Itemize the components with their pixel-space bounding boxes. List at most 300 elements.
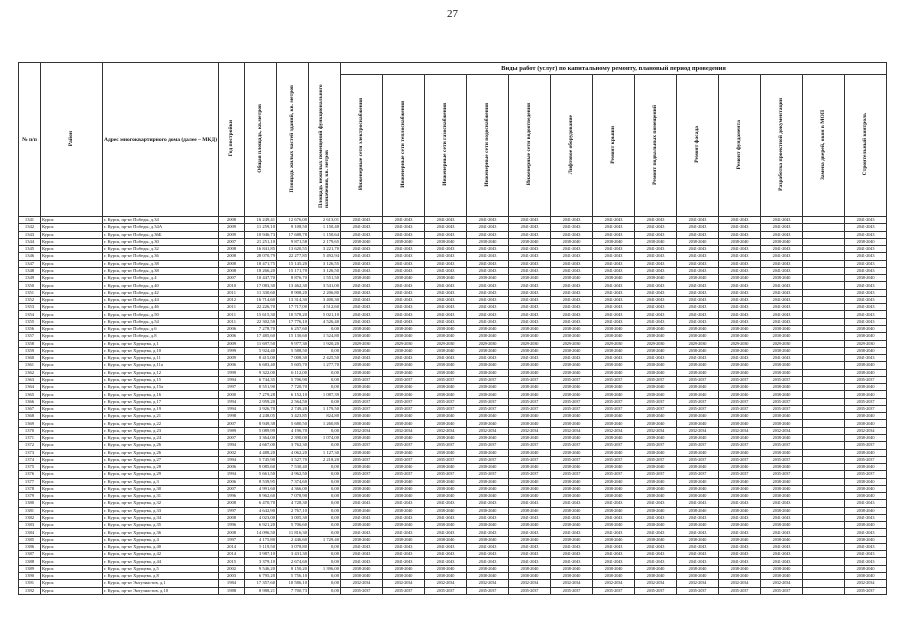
cell-period: 2029-2030 <box>635 340 677 347</box>
cell-district: Курск <box>41 238 103 245</box>
cell-period: 2041-2043 <box>677 246 719 253</box>
cell-period: 2038-2040 <box>509 413 551 420</box>
cell-period: 2038-2040 <box>845 485 887 492</box>
cell-period: 2038-2040 <box>551 420 593 427</box>
cell-period: 2035-2037 <box>551 471 593 478</box>
cell-area-nonresidential: 1 074,00 <box>309 434 341 441</box>
table-row <box>19 405 887 412</box>
cell-period: 2041-2043 <box>593 558 635 565</box>
cell-period: 2038-2040 <box>383 485 425 492</box>
cell-period: 2035-2037 <box>383 456 425 463</box>
cell-period <box>803 260 845 267</box>
cell-period: 2038-2040 <box>425 536 467 543</box>
cell-district: Курск <box>41 427 103 434</box>
cell-area-residential: 5 680,50 <box>277 420 309 427</box>
cell-period <box>803 478 845 485</box>
cell-period: 2038-2040 <box>677 464 719 471</box>
cell-period: 2041-2043 <box>551 296 593 303</box>
cell-address: г. Курск, пр-кт Хрущева, д.5 <box>103 565 219 572</box>
cell-period: 2041-2043 <box>551 529 593 536</box>
cell-area-nonresidential: 0,00 <box>309 478 341 485</box>
cell-period: 2041-2043 <box>509 558 551 565</box>
cell-year: 1994 <box>219 471 245 478</box>
cell-period: 2041-2043 <box>635 282 677 289</box>
cell-period: 2041-2043 <box>467 224 509 231</box>
cell-area-nonresidential: 0,00 <box>309 427 341 434</box>
cell-period: 2038-2040 <box>425 413 467 420</box>
cell-area-total: 6 921,20 <box>245 522 277 529</box>
cell-period: 2041-2043 <box>677 318 719 325</box>
cell-period: 2038-2040 <box>845 536 887 543</box>
table-row <box>19 296 887 303</box>
cell-period: 2041-2043 <box>719 217 761 224</box>
cell-period: 2041-2043 <box>677 551 719 558</box>
cell-period: 2041-2043 <box>719 231 761 238</box>
cell-area-total: 8 949,38 <box>245 420 277 427</box>
cell-area-residential: 10 578,20 <box>277 311 309 318</box>
table-row <box>19 464 887 471</box>
table-row <box>19 355 887 362</box>
cell-period: 2041-2043 <box>551 355 593 362</box>
cell-area-nonresidential: 1 179,50 <box>309 405 341 412</box>
cell-period: 2041-2043 <box>593 318 635 325</box>
cell-period: 2041-2043 <box>593 246 635 253</box>
cell-area-nonresidential: 0,00 <box>309 551 341 558</box>
cell-period: 2038-2040 <box>341 420 383 427</box>
cell-year: 2002 <box>219 449 245 456</box>
cell-period: 2038-2040 <box>467 493 509 500</box>
cell-period: 2038-2040 <box>593 413 635 420</box>
cell-period: 2041-2043 <box>383 253 425 260</box>
cell-address: г. Курск, пр-кт Хрущева, д.31 <box>103 493 219 500</box>
cell-period: 2035-2037 <box>761 456 803 463</box>
cell-period: 2038-2040 <box>719 238 761 245</box>
cell-period: 2035-2037 <box>425 456 467 463</box>
cell-period: 2035-2037 <box>635 471 677 478</box>
cell-period: 2038-2040 <box>467 478 509 485</box>
table-row <box>19 456 887 463</box>
cell-address: г. Курск, пр-кт Победы, д.36Б <box>103 231 219 238</box>
cell-address: г. Курск, пр-кт Победы, д.8 <box>103 333 219 340</box>
cell-year: 1994 <box>219 405 245 412</box>
cell-year: 2002 <box>219 565 245 572</box>
cell-period: 2038-2040 <box>677 391 719 398</box>
cell-period: 2041-2043 <box>551 224 593 231</box>
cell-period: 2038-2040 <box>509 362 551 369</box>
cell-area-nonresidential: 824,80 <box>309 413 341 420</box>
table-row <box>19 536 887 543</box>
cell-period: 2041-2043 <box>383 543 425 550</box>
cell-period <box>803 580 845 587</box>
cell-period: 2038-2040 <box>593 238 635 245</box>
cell-district: Курск <box>41 478 103 485</box>
cell-no: 1342 <box>19 224 41 231</box>
cell-period: 2038-2040 <box>761 420 803 427</box>
cell-period: 2035-2037 <box>635 442 677 449</box>
cell-period: 2041-2043 <box>509 267 551 274</box>
cell-area-total: 5 745,90 <box>245 456 277 463</box>
cell-area-total: 7 279,28 <box>245 391 277 398</box>
cell-address: г. Курск, пр-кт Хрущева, д.26 <box>103 442 219 449</box>
cell-period: 2041-2043 <box>551 514 593 521</box>
cell-year: 2008 <box>219 514 245 521</box>
cell-area-residential: 9 977,30 <box>277 340 309 347</box>
cell-period: 2032-2034 <box>719 580 761 587</box>
cell-area-nonresidential: 0,00 <box>309 471 341 478</box>
cell-period: 2038-2040 <box>845 478 887 485</box>
cell-period: 2041-2043 <box>509 551 551 558</box>
cell-period: 2038-2040 <box>383 413 425 420</box>
cell-no: 1385 <box>19 536 41 543</box>
cell-period: 2041-2043 <box>593 529 635 536</box>
cell-area-residential: 2 749,20 <box>277 405 309 412</box>
cell-area-nonresidential: 0,00 <box>309 587 341 594</box>
cell-period: 2038-2040 <box>551 449 593 456</box>
cell-year: 1994 <box>219 456 245 463</box>
cell-period: 2041-2043 <box>845 260 887 267</box>
cell-period: 2038-2040 <box>341 485 383 492</box>
cell-area-total: 9 085,60 <box>245 464 277 471</box>
cell-period: 2041-2043 <box>635 500 677 507</box>
table-row <box>19 413 887 420</box>
cell-area-residential: 4 196,70 <box>277 427 309 434</box>
cell-period: 2038-2040 <box>845 449 887 456</box>
cell-period: 2035-2037 <box>761 405 803 412</box>
cell-period: 2038-2040 <box>719 325 761 332</box>
header-work-6: Ремонт крыши <box>593 75 635 217</box>
cell-period: 2038-2040 <box>845 413 887 420</box>
cell-period: 2035-2037 <box>551 442 593 449</box>
cell-period <box>803 231 845 238</box>
cell-no: 1355 <box>19 318 41 325</box>
cell-no: 1351 <box>19 289 41 296</box>
cell-period: 2035-2037 <box>467 398 509 405</box>
cell-period: 2041-2043 <box>551 246 593 253</box>
cell-year: 2008 <box>219 500 245 507</box>
cell-period: 2038-2040 <box>341 478 383 485</box>
cell-no: 1377 <box>19 478 41 485</box>
cell-period: 2038-2040 <box>593 478 635 485</box>
cell-address: г. Курск, пр-кт Хрущева, д.28 <box>103 464 219 471</box>
cell-period: 2038-2040 <box>761 238 803 245</box>
cell-year: 2009 <box>219 355 245 362</box>
cell-no: 1369 <box>19 420 41 427</box>
table-row <box>19 282 887 289</box>
cell-period: 2041-2043 <box>761 246 803 253</box>
cell-no: 1391 <box>19 580 41 587</box>
cell-period: 2038-2040 <box>677 573 719 580</box>
cell-address: г. Курск, пр-кт Хрущева, д.24 <box>103 434 219 441</box>
cell-address: г. Курск, пр-кт Хрущева, д.4 <box>103 536 219 543</box>
cell-period: 2041-2043 <box>761 296 803 303</box>
cell-period: 2041-2043 <box>425 267 467 274</box>
cell-district: Курск <box>41 246 103 253</box>
cell-period: 2035-2037 <box>341 442 383 449</box>
cell-area-total: 6 795,20 <box>245 573 277 580</box>
cell-period: 2035-2037 <box>677 398 719 405</box>
cell-period: 2038-2040 <box>677 362 719 369</box>
cell-period: 2032-2034 <box>509 427 551 434</box>
cell-period: 2041-2043 <box>341 543 383 550</box>
cell-period <box>803 333 845 340</box>
cell-period: 2038-2040 <box>467 449 509 456</box>
cell-period <box>803 304 845 311</box>
cell-period: 2041-2043 <box>467 260 509 267</box>
cell-period: 2038-2040 <box>761 478 803 485</box>
cell-area-total: 11 330,60 <box>245 289 277 296</box>
cell-address: г. Курск, пр-кт Хрущева, д.21 <box>103 413 219 420</box>
header-work-4: Инженерные сети водоотведения <box>509 75 551 217</box>
header-work-12: Строительный контроль <box>845 75 887 217</box>
cell-area-total: 16 249,41 <box>245 217 277 224</box>
cell-period: 2038-2040 <box>467 391 509 398</box>
cell-period: 2032-2034 <box>761 580 803 587</box>
cell-period: 2041-2043 <box>467 231 509 238</box>
cell-period: 2029-2030 <box>761 340 803 347</box>
cell-area-residential: 22 277,85 <box>277 253 309 260</box>
cell-period: 2038-2040 <box>551 434 593 441</box>
cell-area-nonresidential: 2 179,65 <box>309 238 341 245</box>
cell-address: г. Курск, пр-кт Хрущева, д.12 <box>103 369 219 376</box>
cell-period: 2041-2043 <box>509 529 551 536</box>
cell-period: 2041-2043 <box>383 224 425 231</box>
cell-period: 2035-2037 <box>719 442 761 449</box>
cell-no: 1387 <box>19 551 41 558</box>
cell-period: 2038-2040 <box>551 464 593 471</box>
cell-period: 2038-2040 <box>509 536 551 543</box>
cell-period: 2038-2040 <box>761 573 803 580</box>
cell-period <box>803 587 845 594</box>
cell-period: 2041-2043 <box>341 224 383 231</box>
cell-period: 2035-2037 <box>719 376 761 383</box>
cell-period: 2029-2030 <box>719 340 761 347</box>
cell-period: 2041-2043 <box>383 296 425 303</box>
cell-period: 2038-2040 <box>677 325 719 332</box>
cell-period: 2041-2043 <box>677 296 719 303</box>
cell-period <box>803 536 845 543</box>
cell-period: 2038-2040 <box>341 275 383 282</box>
cell-period: 2038-2040 <box>635 325 677 332</box>
cell-period: 2035-2037 <box>383 398 425 405</box>
cell-period: 2032-2034 <box>551 427 593 434</box>
cell-period: 2035-2037 <box>425 376 467 383</box>
cell-period: 2038-2040 <box>341 449 383 456</box>
cell-district: Курск <box>41 325 103 332</box>
table-row <box>19 224 887 231</box>
cell-period: 2038-2040 <box>677 384 719 391</box>
cell-year: 1996 <box>219 493 245 500</box>
cell-area-nonresidential: 1 729,40 <box>309 536 341 543</box>
cell-period: 2038-2040 <box>425 369 467 376</box>
cell-district: Курск <box>41 267 103 274</box>
cell-address: г. Курск, пр-кт Энтузиастов, д.10 <box>103 587 219 594</box>
cell-year: 1996 <box>219 522 245 529</box>
table-row <box>19 551 887 558</box>
cell-period: 2041-2043 <box>845 267 887 274</box>
cell-area-nonresidential: 2 206,80 <box>309 289 341 296</box>
cell-period: 2041-2043 <box>593 217 635 224</box>
cell-area-residential: 10 586,10 <box>277 580 309 587</box>
table-row <box>19 325 887 332</box>
cell-area-nonresidential: 1 087,39 <box>309 391 341 398</box>
cell-period: 2041-2043 <box>383 529 425 536</box>
cell-period: 2041-2043 <box>551 558 593 565</box>
cell-district: Курск <box>41 464 103 471</box>
cell-area-total: 28 070,79 <box>245 253 277 260</box>
cell-period: 2032-2034 <box>719 427 761 434</box>
cell-address: г. Курск, пр-кт Хрущева, д.11 <box>103 355 219 362</box>
cell-period: 2041-2043 <box>845 318 887 325</box>
cell-period: 2038-2040 <box>509 420 551 427</box>
cell-area-nonresidential: 0,00 <box>309 529 341 536</box>
table-row <box>19 543 887 550</box>
cell-period: 2041-2043 <box>635 318 677 325</box>
cell-period: 2041-2043 <box>677 282 719 289</box>
cell-period: 2038-2040 <box>845 238 887 245</box>
cell-address: г. Курск, пр-кт Победы, д.50 <box>103 311 219 318</box>
cell-period: 2041-2043 <box>635 355 677 362</box>
cell-address: г. Курск, пр-кт Хрущева, д.44 <box>103 558 219 565</box>
cell-area-residential: 7 078,90 <box>277 493 309 500</box>
cell-area-residential: 7 720,70 <box>277 384 309 391</box>
cell-period: 2038-2040 <box>341 565 383 572</box>
cell-period: 2029-2030 <box>509 340 551 347</box>
cell-area-nonresidential: 3 126,55 <box>309 260 341 267</box>
cell-period: 2041-2043 <box>635 558 677 565</box>
cell-no: 1392 <box>19 587 41 594</box>
cell-district: Курск <box>41 573 103 580</box>
cell-period: 2032-2034 <box>845 580 887 587</box>
cell-address: г. Курск, пр-кт Хрущева, д.19 <box>103 405 219 412</box>
cell-area-total: 5 089,99 <box>245 427 277 434</box>
cell-address: г. Курск, пр-кт Победы, д.44 <box>103 296 219 303</box>
cell-period: 2038-2040 <box>383 434 425 441</box>
cell-period: 2041-2043 <box>551 551 593 558</box>
cell-area-total: 6 683,40 <box>245 362 277 369</box>
cell-period: 2041-2043 <box>341 282 383 289</box>
cell-area-residential: 2 564,50 <box>277 398 309 405</box>
cell-area-nonresidential: 0,00 <box>309 369 341 376</box>
table-row <box>19 478 887 485</box>
cell-period: 2038-2040 <box>509 522 551 529</box>
cell-period: 2038-2040 <box>677 522 719 529</box>
cell-period: 2038-2040 <box>551 347 593 354</box>
cell-period: 2038-2040 <box>509 434 551 441</box>
cell-area-nonresidential: 3 221,70 <box>309 246 341 253</box>
table-row <box>19 398 887 405</box>
cell-period: 2041-2043 <box>509 217 551 224</box>
cell-period: 2041-2043 <box>719 311 761 318</box>
cell-area-nonresidential: 1 260,80 <box>309 420 341 427</box>
cell-period: 2041-2043 <box>635 289 677 296</box>
cell-period: 2038-2040 <box>509 333 551 340</box>
cell-period: 2032-2034 <box>467 427 509 434</box>
cell-address: г. Курск, пр-кт Победы, д.6 <box>103 325 219 332</box>
cell-period: 2041-2043 <box>761 355 803 362</box>
cell-no: 1346 <box>19 253 41 260</box>
cell-period: 2038-2040 <box>551 362 593 369</box>
cell-area-nonresidential: 1 127,30 <box>309 449 341 456</box>
cell-period: 2038-2040 <box>425 362 467 369</box>
cell-period: 2038-2040 <box>467 434 509 441</box>
cell-period: 2038-2040 <box>425 420 467 427</box>
cell-year: 2007 <box>219 434 245 441</box>
cell-period: 2038-2040 <box>635 238 677 245</box>
cell-period: 2038-2040 <box>509 573 551 580</box>
cell-period: 2038-2040 <box>341 536 383 543</box>
cell-period: 2032-2034 <box>677 580 719 587</box>
cell-period: 2038-2040 <box>341 507 383 514</box>
cell-period: 2038-2040 <box>677 478 719 485</box>
cell-area-nonresidential: 0,00 <box>309 485 341 492</box>
cell-period: 2041-2043 <box>593 231 635 238</box>
cell-period: 2041-2043 <box>845 253 887 260</box>
cell-area-nonresidential: 0,00 <box>309 507 341 514</box>
cell-district: Курск <box>41 543 103 550</box>
cell-area-residential: 4 062,20 <box>277 449 309 456</box>
cell-period: 2038-2040 <box>677 420 719 427</box>
cell-period <box>803 355 845 362</box>
cell-period: 2038-2040 <box>845 362 887 369</box>
cell-period: 2032-2034 <box>425 580 467 587</box>
cell-period: 2041-2043 <box>425 231 467 238</box>
cell-district: Курск <box>41 514 103 521</box>
cell-period: 2035-2037 <box>551 456 593 463</box>
table-row <box>19 507 887 514</box>
header-work-8: Ремонт фасада <box>677 75 719 217</box>
cell-no: 1384 <box>19 529 41 536</box>
cell-period: 2038-2040 <box>383 238 425 245</box>
cell-period: 2041-2043 <box>341 253 383 260</box>
cell-district: Курск <box>41 340 103 347</box>
cell-period: 2038-2040 <box>761 391 803 398</box>
cell-area-nonresidential: 0,00 <box>309 580 341 587</box>
cell-period: 2035-2037 <box>341 456 383 463</box>
cell-period: 2041-2043 <box>761 253 803 260</box>
cell-period: 2038-2040 <box>425 333 467 340</box>
cell-no: 1381 <box>19 507 41 514</box>
cell-period: 2038-2040 <box>551 413 593 420</box>
cell-period: 2041-2043 <box>719 246 761 253</box>
cell-period: 2032-2034 <box>383 580 425 587</box>
cell-area-nonresidential: 0,00 <box>309 493 341 500</box>
cell-period: 2035-2037 <box>719 456 761 463</box>
cell-period: 2038-2040 <box>467 522 509 529</box>
cell-period: 2041-2043 <box>719 304 761 311</box>
cell-period: 2038-2040 <box>761 325 803 332</box>
cell-period: 2038-2040 <box>341 384 383 391</box>
cell-period: 2038-2040 <box>677 434 719 441</box>
cell-period: 2038-2040 <box>845 434 887 441</box>
cell-period: 2029-2030 <box>425 340 467 347</box>
cell-district: Курск <box>41 275 103 282</box>
cell-period: 2041-2043 <box>467 304 509 311</box>
cell-period: 2041-2043 <box>341 355 383 362</box>
cell-area-total: 4 488,20 <box>245 449 277 456</box>
cell-period: 2038-2040 <box>677 333 719 340</box>
cell-period: 2041-2043 <box>635 217 677 224</box>
cell-period <box>803 282 845 289</box>
cell-area-residential: 13 462,30 <box>277 282 309 289</box>
cell-period: 2041-2043 <box>635 551 677 558</box>
cell-period: 2038-2040 <box>341 362 383 369</box>
cell-period: 2038-2040 <box>719 434 761 441</box>
cell-period: 2041-2043 <box>425 311 467 318</box>
cell-period: 2032-2034 <box>845 427 887 434</box>
cell-period: 2041-2043 <box>467 543 509 550</box>
cell-period: 2038-2040 <box>761 485 803 492</box>
cell-period: 2041-2043 <box>467 529 509 536</box>
